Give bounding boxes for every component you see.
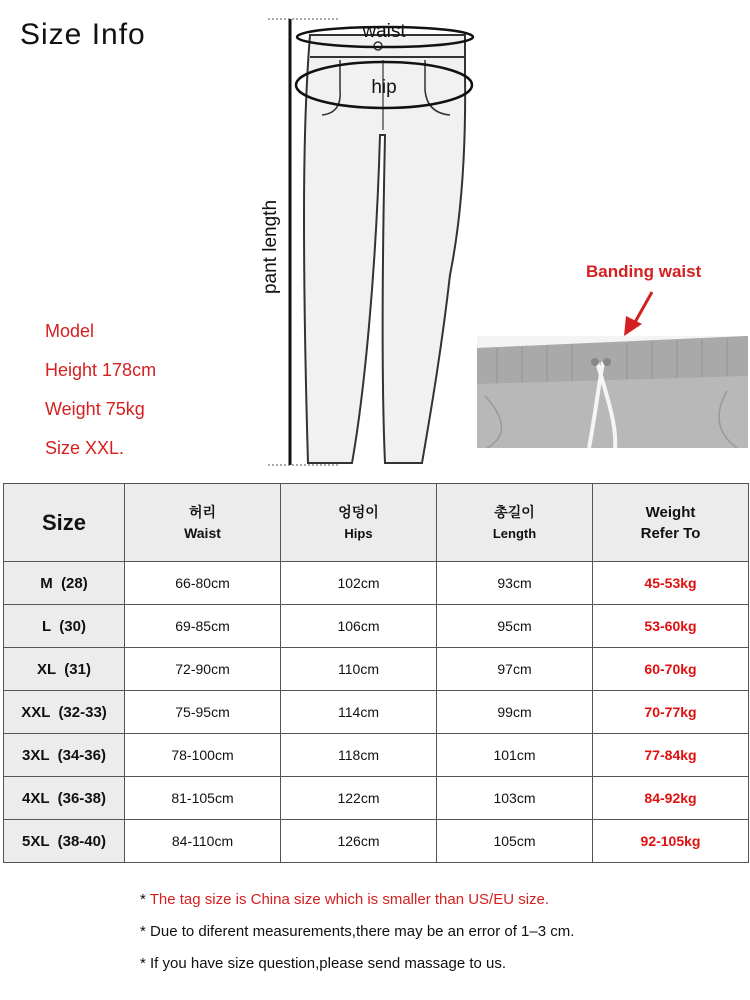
model-info: [45, 312, 156, 468]
note-bullet: *: [140, 955, 146, 972]
note-2: [140, 916, 574, 948]
table-row: [4, 734, 749, 777]
hips-cell: 122cm: [281, 777, 437, 820]
weight-cell: 84-92kg: [593, 777, 749, 820]
size-cell: 4XL (36-38): [4, 777, 125, 820]
length-cell: 101cm: [437, 734, 593, 777]
header-hips-en: Hips: [344, 525, 373, 541]
header-length: [437, 484, 593, 562]
model-size: Size XXL.: [45, 438, 125, 458]
table-row: [4, 691, 749, 734]
table-row: [4, 648, 749, 691]
notes: [140, 884, 574, 980]
length-cell: 103cm: [437, 777, 593, 820]
waist-cell: 66-80cm: [125, 562, 281, 605]
header-waist-kr: 허리: [188, 503, 217, 520]
note-bullet: *: [140, 923, 146, 940]
size-cell: L (30): [4, 605, 125, 648]
header-weight: [593, 484, 749, 562]
size-cell: 3XL (34-36): [4, 734, 125, 777]
size-table: [3, 483, 749, 863]
pants-diagram: [260, 15, 480, 470]
waist-cell: 78-100cm: [125, 734, 281, 777]
header-hips: [281, 484, 437, 562]
waist-cell: 69-85cm: [125, 605, 281, 648]
banding-waist-label: Banding waist: [586, 262, 702, 281]
table-row: [4, 562, 749, 605]
hips-cell: 110cm: [281, 648, 437, 691]
pants-outline: [304, 35, 465, 463]
waist-cell: 72-90cm: [125, 648, 281, 691]
header-weight-line2: Refer To: [640, 524, 701, 542]
waist-cell: 84-110cm: [125, 820, 281, 863]
weight-cell: 92-105kg: [593, 820, 749, 863]
header-hips-kr: 엉덩이: [338, 503, 379, 520]
note-1-text: The tag size is China size which is smaller than US/EU size.: [149, 891, 550, 908]
size-cell: XL (31): [4, 648, 125, 691]
model-label: Model: [45, 321, 95, 341]
header-waist: [125, 484, 281, 562]
length-cell: 99cm: [437, 691, 593, 734]
length-cell: 97cm: [437, 648, 593, 691]
note-3-text: If you have size question,please send massage to us.: [150, 955, 507, 972]
table-row: [4, 820, 749, 863]
hips-cell: 118cm: [281, 734, 437, 777]
waist-cell: 81-105cm: [125, 777, 281, 820]
header-length-en: Length: [492, 525, 537, 541]
weight-cell: 53-60kg: [593, 605, 749, 648]
page-title: Size Info: [20, 18, 146, 51]
length-cell: 93cm: [437, 562, 593, 605]
arrow-down-left-icon: [622, 290, 656, 338]
hips-cell: 126cm: [281, 820, 437, 863]
hip-label: hip: [371, 77, 397, 98]
waistband-photo: [477, 336, 748, 448]
header-waist-en: Waist: [184, 524, 221, 541]
size-cell: XXL (32-33): [4, 691, 125, 734]
hips-cell: 102cm: [281, 562, 437, 605]
note-1: [140, 884, 574, 916]
length-cell: 105cm: [437, 820, 593, 863]
note-2-text: Due to diferent measurements,there may be an error of 1–3 cm.: [150, 923, 575, 940]
hips-cell: 114cm: [281, 691, 437, 734]
header-weight-line1: Weight: [645, 503, 696, 521]
size-cell: 5XL (38-40): [4, 820, 125, 863]
weight-cell: 77-84kg: [593, 734, 749, 777]
model-height: Height 178cm: [45, 360, 157, 380]
weight-cell: 45-53kg: [593, 562, 749, 605]
note-3: [140, 948, 574, 980]
table-row: [4, 605, 749, 648]
length-cell: 95cm: [437, 605, 593, 648]
table-header-row: [4, 484, 749, 562]
size-cell: M (28): [4, 562, 125, 605]
waistband-illustration: [477, 336, 748, 448]
waist-label: waist: [362, 21, 406, 42]
hips-cell: 106cm: [281, 605, 437, 648]
table-row: [4, 777, 749, 820]
model-weight: Weight 75kg: [45, 399, 145, 419]
waist-cell: 75-95cm: [125, 691, 281, 734]
header-length-kr: 총길이: [494, 503, 535, 520]
pant-length-label: pant length: [260, 199, 281, 295]
weight-cell: 70-77kg: [593, 691, 749, 734]
header-size: Size: [4, 484, 125, 562]
weight-cell: 60-70kg: [593, 648, 749, 691]
note-bullet: *: [140, 891, 146, 908]
